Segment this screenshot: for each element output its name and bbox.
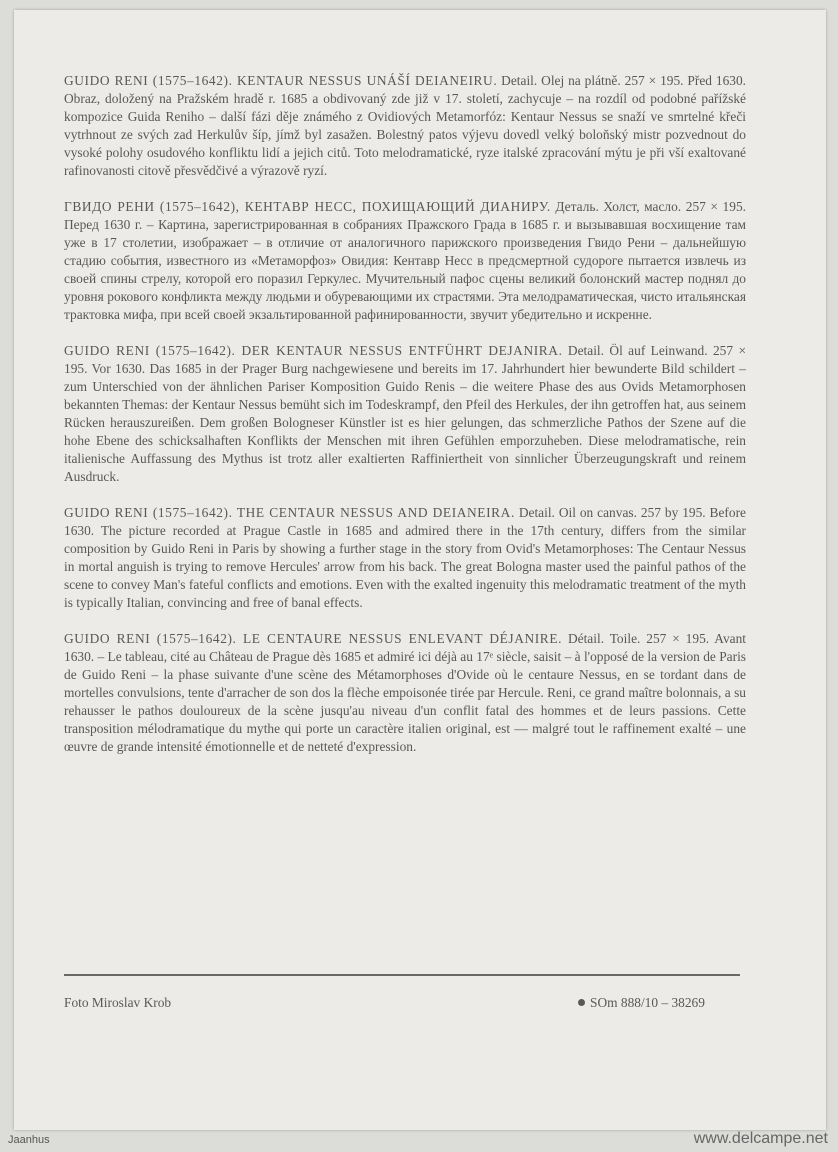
paragraph-russian [64,198,746,324]
paragraph-english [64,504,746,612]
paragraph-lead: GUIDO RENI (1575–1642). DER KENTAUR NESSUS ENTFÜHRT DEJANIRA. [64,343,563,358]
paragraph-german [64,342,746,486]
site-watermark: www.delcampe.net [693,1130,828,1147]
paragraph-lead: ГВИДО РЕНИ (1575–1642), КЕНТАВР НЕСС, ПОХИЩАЮЩИЙ ДИАНИРУ. [64,199,551,214]
paragraph-lead: GUIDO RENI (1575–1642). THE CENTAUR NESSUS AND DEIANEIRA. [64,505,515,520]
paragraph-czech [64,72,746,180]
catalog-number-line [578,995,705,1011]
paragraph-body: Détail. Toile. 257 × 195. Avant 1630. – Le tableau, cité au Château de Prague dès 1685 et admiré ici déjà au 17ᵉ siècle, saisit – à l'opposé de la version de Paris de Guido Reni – la phase suivante d'une scène des Métamorphoses d'Ovide où le centaure Nessus, en se tordant dans de mortelles convulsions, tente d'arracher de son dos la flèche empoisonée tirée par Hercule. Reni, ce grand maître bolonnais, a su rehausser le pathos douloureux de la scène jusqu'au niveau d'un conflit fatal des hommes et de leurs passions. Cette transposition mélodramatique du mythe qui porte un caractère italien original, est — malgré tout le raffinement exalté – une œuvre de grande intensité émotionnelle et de netteté d'expression. [64,631,746,754]
paragraph-body: Detail. Öl auf Leinwand. 257 × 195. Vor 1630. Das 1685 in der Prager Burg nachgewiesene und bereits im 17. Jahrhundert hier bewunderte Bild schildert – zum Unterschied von der ähnlichen Pariser Komposition Guido Renis – die weitere Phase des aus Ovids Metamorphosen bekannten Themas: der Kentaur Nessus bemüht sich im Todeskrampf, den Pfeil des Herkules, der ihn getroffen hat, aus seinem Rücken herauszureißen. Dem großen Bologneser Künstler ist es hier gelungen, das schmerzliche Pathos der Szene auf die hohe Ebene des schicksalhaften Konflikts der Menschen mit ihren Gefühlen emporzuheben. Diese melodramatische, rein italienische Auffassung des Mythus ist trotz aller exaltierten Raffiniertheit von sinnlicher Überzeugungskraft und reinem Ausdruck. [64,343,747,484]
description-text [64,72,746,774]
photo-credit: Foto Miroslav Krob [64,995,172,1010]
paragraph-body: Detail. Olej na plátně. 257 × 195. Před 1630. Obraz, doložený na Pražském hradě r. 1685 a obdivovaný zde již v 17. století, zachycuje – na rozdíl od podobné pařížské kompozice Guida Reniho – další fázi děje známého z Ovidiových Metamorfóz: Kentaur Nessus se snaží ve smrtelné křeči vytrhnout ze svých zad Herkulův šíp, jímž byl zasažen. Bolestný patos výjevu dovedl velký boloňský mistr pozvednout do vysoké polohy osudového konfliktu lidí a jejich citů. Toto melodramatické, ryze italské zpracování mýtu je při vší exaltované rafinovanosti citově přesvědčivé a výrazově ryzí. [64,73,746,178]
catalog-number: SOm 888/10 – 38269 [590,995,705,1010]
paragraph-body: Detail. Oil on canvas. 257 by 195. Before 1630. The picture recorded at Prague Castle in 1685 and admired there in the 17th century, differs from the similar composition by Guido Reni in Paris by showing a further stage in the story from Ovid's Metamorphoses: The Centaur Nessus in mortal anguish is trying to remove Hercules' arrow from his back. The great Bologna master used the painful pathos of the scene to convey Man's fateful conflicts and emotions. Even with the exalted ingenuity this melodramatic treatment of the myth is typically Italian, convincing and free of banal effects. [64,505,746,610]
paragraph-body: Деталь. Холст, масло. 257 × 195. Перед 1630 г. – Картина, зарегистрированная в собраниях Пражского Града в 1685 г. и вызывавшая восхищение там уже в 17 столетии, изображает – в отличие от аналогичного парижского произведения Гвидо Рени – дальнейшую стадию события, известного из «Метаморфоз» Овидия: Кентавр Несс в предсмертной судороге пытается извлечь из своей спины стрелу, которой его поразил Геркулес. Мучительный пафос сцены великий болонский мастер поднял до уровня рокового конфликта между людьми и обуревающими их страстями. Эта мелодраматическая, чисто итальянская трактовка мифа, при всей своей экзальтированной рафинированности, звучит убедительно и искренне. [64,199,746,322]
paragraph-lead: GUIDO RENI (1575–1642). KENTAUR NESSUS UNÁŠÍ DEIANEIRU. [64,73,498,88]
uploader-mark: Jaanhus [8,1134,50,1146]
paragraph-lead: GUIDO RENI (1575–1642). LE CENTAURE NESSUS ENLEVANT DÉJANIRE. [64,631,563,646]
bullet-icon [578,999,585,1006]
paragraph-french [64,630,746,756]
footer-divider [64,974,740,976]
